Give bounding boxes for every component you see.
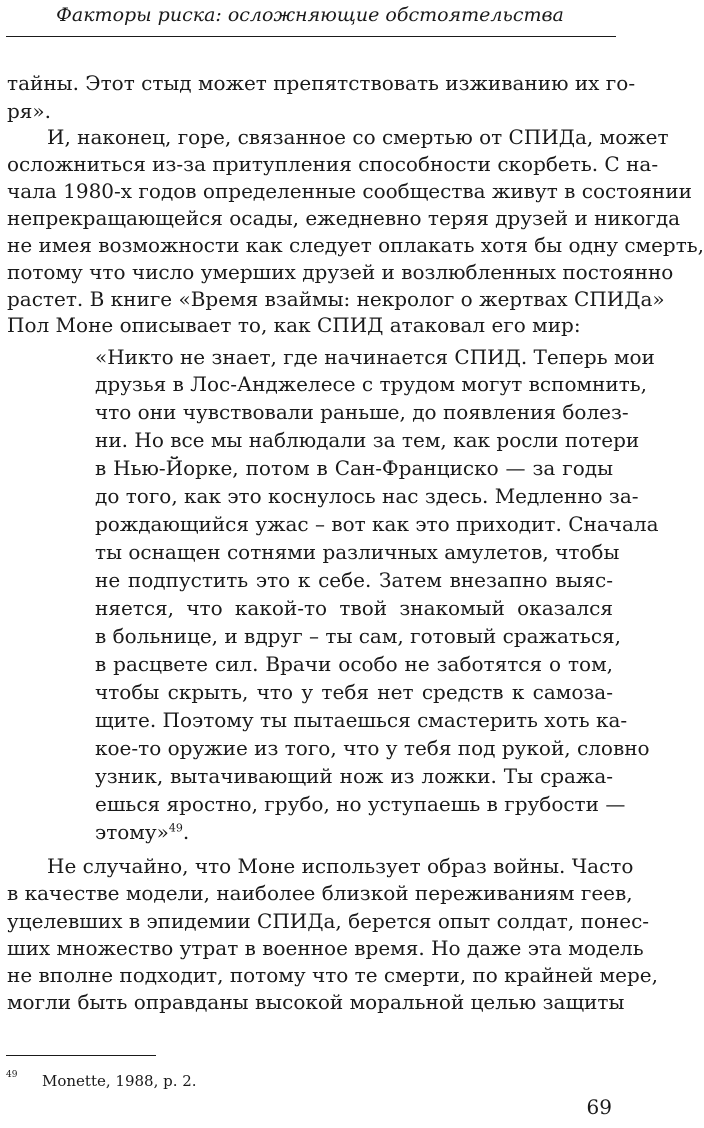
- text-line: ших множество утрат в военное время. Но даже эта модель: [7, 936, 644, 960]
- header-rule: [6, 36, 616, 37]
- text-line: не имея возможности как следует оплакать хотя бы одну смерть,: [7, 233, 704, 257]
- quote-end-text: этому»: [95, 820, 169, 844]
- text-line: осложниться из-за притупления способности скорбеть. С на-: [7, 152, 659, 176]
- text-line: И, наконец, горе, связанное со смертью от СПИДа, может: [47, 125, 669, 149]
- footnote-rule: [6, 1055, 156, 1056]
- quote-line: этому»$^{49}$.: [95, 820, 190, 844]
- text-line: в качестве модели, наиболее близкой переживаниям геев,: [7, 881, 633, 905]
- text-line: Пол Моне описывает то, как СПИД атаковал его мир:: [7, 313, 581, 337]
- text-line: Не случайно, что Моне использует образ войны. Часто: [47, 854, 634, 878]
- quote-line: в больнице, и вдруг – ты сам, готовый сражаться,: [95, 624, 621, 648]
- quote-line: рождающийся ужас – вот как это приходит. Сначала: [95, 512, 659, 536]
- quote-line: узник, вытачивающий нож из ложки. Ты сража-: [95, 764, 613, 788]
- text-line: растет. В книге «Время взаймы: некролог о жертвах СПИДа»: [7, 287, 665, 311]
- quote-line: щите. Поэтому ты пытаешься смастерить хоть ка-: [95, 708, 628, 732]
- page-number: 69: [586, 1095, 612, 1119]
- text-line: потому что число умерших друзей и возлюбленных постоянно: [7, 260, 674, 284]
- quote-line: до того, как это коснулось нас здесь. Медленно за-: [95, 484, 639, 508]
- footnote-text: Monette, 1988, p. 2.: [42, 1072, 197, 1090]
- text-line: непрекращающейся осады, ежедневно теряя друзей и никогда: [7, 206, 681, 230]
- text-line: могли быть оправданы высокой моральной целью защиты: [7, 990, 625, 1014]
- text-line: ря».: [7, 99, 52, 123]
- quote-line: няется, что какой-то твой знакомый оказался: [95, 596, 613, 620]
- quote-line: не подпустить это к себе. Затем внезапно выяс-: [95, 568, 613, 592]
- quote-line: в Нью-Йорке, потом в Сан-Франциско — за годы: [95, 456, 613, 480]
- running-head: Факторы риска: осложняющие обстоятельства: [56, 4, 564, 26]
- text-line: не вполне подходит, потому что те смерти, по крайней мере,: [7, 963, 658, 987]
- quote-line: ни. Но все мы наблюдали за тем, как росли потери: [95, 428, 640, 452]
- text-line: чала 1980-х годов определенные сообщества живут в состоянии: [7, 179, 692, 203]
- quote-line: «Никто не знает, где начинается СПИД. Теперь мои: [95, 345, 655, 369]
- quote-line: кое-то оружие из того, что у тебя под рукой, словно: [95, 736, 650, 760]
- quote-line: ешься яростно, грубо, но уступаешь в грубости —: [95, 792, 626, 816]
- quote-line: друзья в Лос-Анджелесе с трудом могут вспомнить,: [95, 372, 648, 396]
- quote-line: в расцвете сил. Врачи особо не заботятся о том,: [95, 652, 613, 676]
- quote-line: что они чувствовали раньше, до появления болез-: [95, 400, 629, 424]
- quote-line: ты оснащен сотнями различных амулетов, чтобы: [95, 540, 620, 564]
- text-line: тайны. Этот стыд может препятствовать изживанию их го-: [7, 71, 636, 95]
- text-line: уцелевших в эпидемии СПИДа, берется опыт солдат, понес-: [7, 909, 650, 933]
- footnote-reference: 49: [168, 821, 183, 835]
- footnote-marker: 49: [6, 1070, 18, 1080]
- quote-line: чтобы скрыть, что у тебя нет средств к самоза-: [95, 680, 613, 704]
